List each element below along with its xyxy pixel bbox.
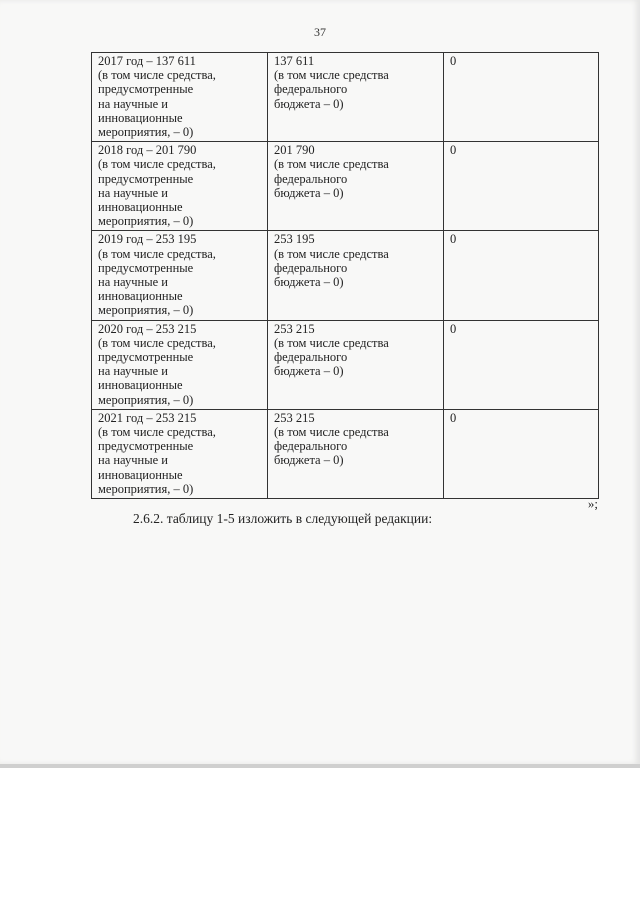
- cell-line: 2018 год – 201 790: [98, 143, 197, 158]
- cell-line: инновационные: [98, 378, 183, 393]
- cell-line: федерального: [274, 350, 348, 365]
- cell-line: 2020 год – 253 215: [98, 321, 197, 336]
- cell-line: на научные и: [98, 96, 168, 111]
- table-row: [92, 53, 599, 142]
- cell-line: (в том числе средства: [274, 68, 389, 83]
- cell-line: бюджета – 0): [274, 275, 344, 290]
- cell-line: на научные и: [98, 275, 168, 290]
- funding-table-body: [92, 53, 599, 499]
- table-row: [92, 409, 599, 498]
- cell-line: мероприятия, – 0): [98, 125, 194, 140]
- cell-line: 2021 год – 253 215: [98, 410, 197, 425]
- cell-line: (в том числе средства: [274, 425, 389, 440]
- cell-line: (в том числе средства: [274, 246, 389, 261]
- cell-line: мероприятия, – 0): [98, 481, 194, 496]
- table-row: [92, 231, 599, 320]
- funding-table: [91, 52, 599, 499]
- cell-line: 201 790: [274, 143, 315, 158]
- table-row: [92, 142, 599, 231]
- cell-line: бюджета – 0): [274, 364, 344, 379]
- table-cell-col2: [268, 320, 444, 409]
- cell-line: (в том числе средства: [274, 157, 389, 172]
- cell-line: 0: [450, 321, 457, 336]
- cell-line: мероприятия, – 0): [98, 392, 194, 407]
- cell-line: (в том числе средства,: [98, 425, 216, 440]
- amendment-paragraph: 2.6.2. таблицу 1-5 изложить в следующей редакции:: [133, 511, 433, 526]
- cell-line: инновационные: [98, 110, 183, 125]
- cell-line: федерального: [274, 439, 348, 454]
- cell-line: предусмотренные: [98, 260, 194, 275]
- cell-line: 0: [450, 143, 457, 158]
- table-cell-col1: [92, 409, 268, 498]
- cell-line: мероприятия, – 0): [98, 214, 194, 229]
- table-cell-col2: [268, 409, 444, 498]
- table-cell-col1: [92, 142, 268, 231]
- table-cell-col1: [92, 231, 268, 320]
- table-cell-col3: [444, 409, 599, 498]
- table-cell-col3: [444, 53, 599, 142]
- table-cell-col3: [444, 142, 599, 231]
- cell-line: 0: [450, 54, 457, 68]
- cell-line: на научные и: [98, 185, 168, 200]
- cell-line: бюджета – 0): [274, 453, 344, 468]
- cell-line: федерального: [274, 82, 348, 97]
- cell-line: предусмотренные: [98, 439, 194, 454]
- page-bottom-edge: [0, 764, 640, 768]
- table-row: [92, 320, 599, 409]
- table-cell-col3: [444, 320, 599, 409]
- cell-line: предусмотренные: [98, 350, 194, 365]
- table-cell-col3: [444, 231, 599, 320]
- cell-line: предусмотренные: [98, 82, 194, 97]
- table-cell-col2: [268, 231, 444, 320]
- cell-line: инновационные: [98, 289, 183, 304]
- table-cell-col1: [92, 53, 268, 142]
- cell-line: 0: [450, 232, 457, 247]
- cell-line: 137 611: [274, 54, 315, 68]
- cell-line: (в том числе средства: [274, 335, 389, 350]
- cell-line: (в том числе средства,: [98, 246, 216, 261]
- cell-line: 2019 год – 253 195: [98, 232, 197, 247]
- cell-line: (в том числе средства,: [98, 68, 216, 83]
- cell-line: на научные и: [98, 364, 168, 379]
- cell-line: 253 195: [274, 232, 315, 247]
- closing-quote-mark: »;: [587, 496, 598, 511]
- cell-line: 2017 год – 137 611: [98, 54, 196, 68]
- cell-line: инновационные: [98, 467, 183, 482]
- cell-line: (в том числе средства,: [98, 157, 216, 172]
- table-cell-col1: [92, 320, 268, 409]
- cell-line: бюджета – 0): [274, 96, 344, 111]
- page-number: 37: [314, 25, 326, 39]
- cell-line: предусмотренные: [98, 171, 194, 186]
- cell-line: мероприятия, – 0): [98, 303, 194, 318]
- cell-line: 253 215: [274, 321, 315, 336]
- cell-line: федерального: [274, 260, 348, 275]
- cell-line: 253 215: [274, 410, 315, 425]
- table-cell-col2: [268, 142, 444, 231]
- cell-line: (в том числе средства,: [98, 335, 216, 350]
- cell-line: инновационные: [98, 200, 183, 215]
- cell-line: 0: [450, 410, 457, 425]
- cell-line: на научные и: [98, 453, 168, 468]
- cell-line: бюджета – 0): [274, 185, 344, 200]
- cell-line: федерального: [274, 171, 348, 186]
- table-cell-col2: [268, 53, 444, 142]
